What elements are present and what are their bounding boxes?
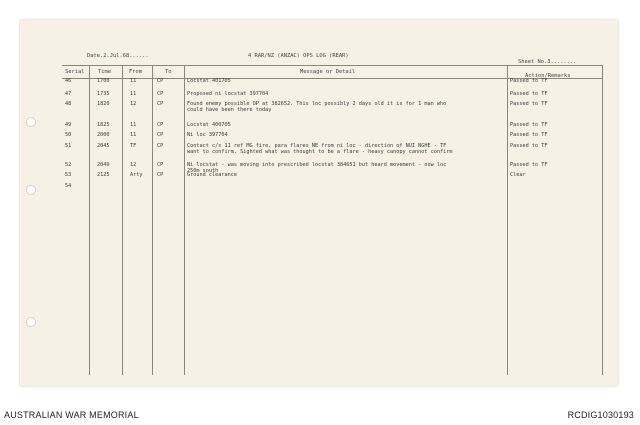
cell-time: 2125 [97,172,110,178]
cell-time: 1820 [97,101,110,107]
cell-to: CP [157,122,164,128]
cell-message-line: 250m south [187,167,219,174]
cell-serial: 51 [65,143,72,149]
cell-from: 11 [130,91,137,97]
cell-to: CP [157,101,164,107]
column-rule [152,65,153,375]
cell-message-line: Contact c/s 11 ref MG fire, para flares NE from ni loc - direction of NUI NGHE - TF [187,143,447,149]
col-header-from: From [129,69,142,75]
table-top-rule [62,65,602,66]
cell-message-line: want to confirm. Sighted what was thought to be a flare - heavy canopy cannot confirm [187,148,453,155]
cell-serial: 48 [65,101,72,107]
cell-action: Clear [510,172,526,178]
cell-message-line: Proposed ni locstat 397704 [187,91,269,97]
col-header-time: Time [98,69,111,75]
log-date: Date.2.Jul.68...... [87,53,149,59]
footer-institution: AUSTRALIAN WAR MEMORIAL [4,410,139,420]
cell-from: Arty [130,172,143,178]
cell-time: 2049 [97,162,110,168]
cell-time: 1735 [97,91,110,97]
column-rule [507,65,508,375]
cell-time: 1825 [97,122,110,128]
cell-from: 12 [130,162,137,168]
cell-message-line: Found enemy possible OP at 382652. This loc possibly 2 days old it is for 1 man who [187,101,447,107]
punch-hole [26,117,36,127]
log-sheet [20,20,618,386]
column-rule [89,65,90,375]
cell-action: Passed to TF [510,162,548,168]
cell-to: CP [157,91,164,97]
cell-serial: 49 [65,122,72,128]
cell-from: 11 [130,132,137,138]
cell-from: 11 [130,122,137,128]
cell-serial: 46 [65,78,72,84]
cell-action: Passed to TF [510,78,548,84]
sheet-number: Sheet No.3........ [518,59,577,65]
punch-hole [26,317,36,327]
column-rule [122,65,123,375]
cell-serial: 52 [65,162,72,168]
cell-to: CP [157,162,164,168]
cell-to: CP [157,78,164,84]
cell-to: CP [157,143,164,149]
footer-record-id: RCDIG1030193 [567,410,634,420]
cell-from: 11 [130,78,137,84]
log-title: 4 RAR/NZ (ANZAC) OPS LOG (REAR) [248,53,349,59]
cell-action: Passed to TF [510,91,548,97]
cell-time: 2000 [97,132,110,138]
punch-hole [26,185,36,195]
column-rule [184,65,185,375]
cell-action: Passed to TF [510,122,548,128]
cell-message-line: Locstat 400705 [187,122,231,128]
cell-to: CP [157,172,164,178]
cell-message-line: Ni loc 397704 [187,132,228,138]
cell-time: 1700 [97,78,110,84]
cell-serial: 54 [65,183,72,189]
cell-action: Passed to TF [510,101,548,107]
cell-serial: 53 [65,172,72,178]
column-rule [602,65,603,375]
cell-action: Passed to TF [510,132,548,138]
cell-message-line: could have been there today [187,106,272,113]
col-header-action: Action/Remarks [525,73,571,79]
cell-action: Passed to TF [510,143,548,149]
col-header-to: To [165,69,172,75]
cell-time: 2045 [97,143,110,149]
cell-serial: 47 [65,91,72,97]
cell-from: TF [130,143,137,149]
cell-serial: 50 [65,132,72,138]
cell-to: CP [157,132,164,138]
cell-message-line: Locstat 401705 [187,78,231,84]
cell-message-line: Ground clearance [187,172,237,178]
cell-message-line: Ni locstat - was moving into prescribed locstat 384651 but heard movement - now loc [187,162,447,168]
cell-from: 12 [130,101,137,107]
col-header-serial: Serial [65,69,85,75]
col-header-message: Message or Detail [300,69,356,75]
